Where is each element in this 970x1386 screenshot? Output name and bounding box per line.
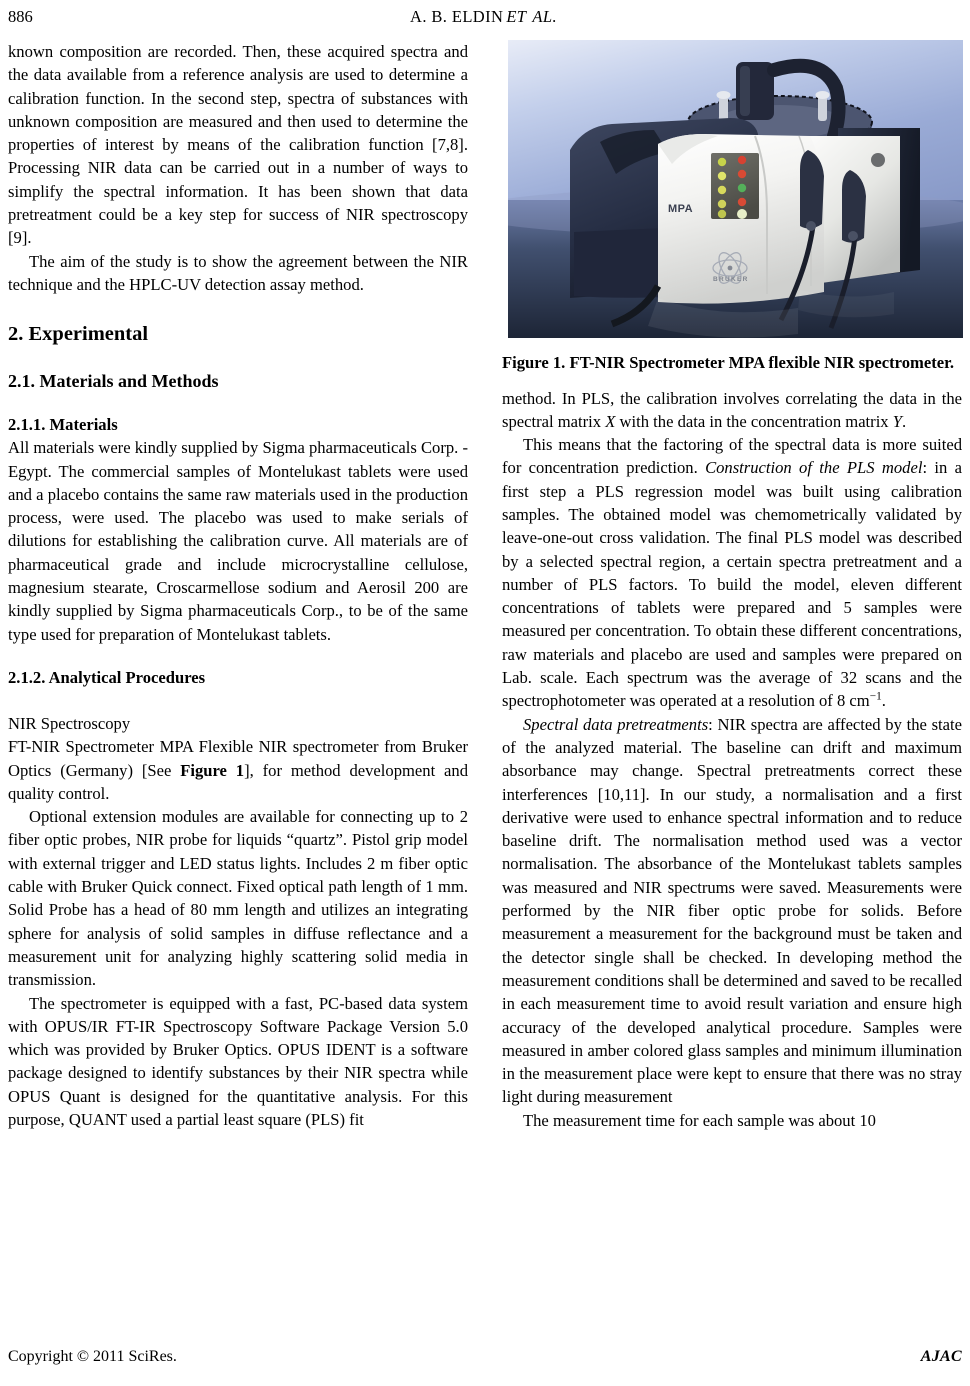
paragraph-optional-modules: Optional extension modules are available for connecting up to 2 fiber optic probes, NIR probe for liquids “quartz”. Pistol grip model with external trigger and LED status lights. Includes 2 m fiber optic cable with Bruker Quick connect. Fixed optical path length of 1 mm. Solid Probe has a head of 80 mm length and utilizes an integrating sphere for analysis of solid samples in diffuse reflectance and a measurement unit for analyzing highly scattering solid media in transmission. bbox=[8, 807, 468, 990]
heading-experimental: 2. Experimental bbox=[8, 323, 149, 346]
matrix-y-symbol: Y bbox=[892, 411, 902, 431]
heading-materials: 2.1.1. Materials bbox=[8, 415, 118, 435]
instrument-text-after: ], for method development and quality control. bbox=[8, 760, 469, 803]
paragraph-continued: known composition are recorded. Then, these acquired spectra and the data available from a reference analysis are used to determine a calibration function. In the second step, spectra of substances with unknown composition are measured and then used to determine the properties of interest by means of the calibration function [7,8]. Processing NIR data can be carried out in a number of ways to simplify the spectral information. It has been shown that data pretreatment could be a key step for success of NIR spectroscopy [9]. bbox=[8, 42, 468, 248]
running-head-author-names: A. B. ELDIN bbox=[410, 7, 504, 26]
journal-abbreviation: AJAC bbox=[920, 1348, 962, 1365]
figure-caption-text: FT-NIR Spectrometer MPA flexible NIR spectrometer. bbox=[565, 353, 955, 372]
page-footer bbox=[8, 1346, 962, 1368]
figure-reference: Figure 1 bbox=[180, 760, 245, 780]
paragraph-method-pls bbox=[502, 387, 962, 434]
heading-analytical-procedures: 2.1.2. Analytical Procedures bbox=[8, 667, 206, 687]
spectral-pretreatments-italic: Spectral data pretreatments bbox=[523, 714, 709, 734]
means-text-a: This means that the factoring of the spectral data is more suited for concentration prediction. bbox=[502, 435, 962, 478]
figure-image bbox=[508, 40, 963, 338]
means-text-c: . bbox=[881, 691, 886, 711]
pretreatment-text: : NIR spectra are affected by the state of the analyzed material. The baseline can drift and maximum absorbance may change. Spectral pretreatments correct these interferences [10,11]. In our study, a normalisation and a first derivative were used to enhance spectral information and to reduce baseline drift. The normalisation method used was a vector normalisation. The absorbance of the Montelukast tablets samples was measured and NIR spectrums were saved. Measurements were performed by the NIR fiber optic probe for solids. Before measurement a measurement for the background must be taken and the detector single shall be checked. In developing method the measurement conditions shall be determined and saved to be recalled in each measurement time to avoid result variation and ensure high accuracy of the developed analytical procedure. Samples were measured in amber colored glass samples and minimum illumination in the measurement place were kept to ensure that there was no stray light during measurement bbox=[502, 714, 962, 1107]
construction-pls-italic: Construction of the PLS model bbox=[705, 458, 923, 478]
right-column bbox=[502, 40, 962, 1132]
heading-materials-and-methods: 2.1. Materials and Methods bbox=[8, 371, 219, 392]
left-column bbox=[8, 40, 468, 1131]
line-nir-spectroscopy: NIR Spectroscopy bbox=[8, 713, 131, 733]
paragraph-spectral-pretreatments bbox=[502, 713, 962, 1109]
method-text-c: . bbox=[902, 411, 907, 431]
running-head-authors bbox=[8, 6, 962, 28]
running-head bbox=[8, 6, 962, 28]
svg-text:BRUKER: BRUKER bbox=[713, 276, 749, 283]
matrix-x-symbol: X bbox=[605, 411, 616, 431]
figure-1 bbox=[502, 40, 962, 375]
resolution-exponent: −1 bbox=[869, 690, 882, 703]
means-text-b: : in a first step a PLS regression model was built using calibration samples. The obtained model was chemometrically validated by leave-one-out cross validation. The final PLS model was described by a selected spectral region, a certain spectra pretreatment and a number of PLS factors. To build the model, eleven different concentrations of tablets were prepared and 5 samples were measured per concentration. To obtain these different concentrations, raw materials and placebo are used and samples were prepared on Lab. scale. Each spectrum was the average of 32 scans and the spectrophotometer was operated at a resolution of 8 cm bbox=[502, 458, 962, 711]
paragraph-measurement-time: The measurement time for each sample was about 10 bbox=[523, 1110, 876, 1130]
paragraph-materials: All materials were kindly supplied by Sigma pharmaceuticals Corp. - Egypt. The commercial samples of Montelukast tablets were used and a placebo contains the same raw materials used in the production process, were used. The placebo was used to make serials of dilutions for establishing the calibration curve. All materials are of pharmaceutical grade and include microcrystalline cellulose, magnesium stearate, Croscarmellose sodium and Aerosil 200 are kindly supplied by Sigma pharmaceuticals Corp., to be of the same type used for preparation of Montelukast tablets. bbox=[8, 438, 468, 644]
running-head-al: AL. bbox=[532, 7, 557, 26]
spacer bbox=[8, 689, 468, 712]
spacer bbox=[502, 375, 962, 387]
paragraph-pls-model bbox=[502, 433, 962, 713]
method-text-b: with the data in the concentration matrix bbox=[615, 411, 893, 431]
paragraph-study-aim: The aim of the study is to show the agreement between the NIR technique and the HPLC-UV detection assay method. bbox=[8, 251, 468, 294]
figure-caption-label: Figure 1. bbox=[502, 353, 566, 372]
paragraph-instrument bbox=[8, 735, 468, 805]
mpa-label: MPA bbox=[668, 203, 694, 215]
copyright-notice: Copyright © 2011 SciRes. bbox=[8, 1348, 177, 1365]
body-columns bbox=[8, 40, 962, 1295]
figure-caption bbox=[502, 352, 962, 375]
paragraph-software: The spectrometer is equipped with a fast, PC-based data system with OPUS/IR FT-IR Spectroscopy Software Package Version 5.0 which was provided by Bruker Optics. OPUS IDENT is a software package designed to identify substances by their NIR spectra while OPUS Quant is designed for the quantitative analysis. For this purpose, QUANT used a partial least square (PLS) fit bbox=[8, 993, 468, 1129]
spectrometer-photo bbox=[508, 40, 963, 338]
running-head-et: ET bbox=[506, 7, 527, 26]
method-text-a: method. In PLS, the calibration involves correlating the data in the spectral matrix bbox=[502, 388, 962, 431]
page-number: 886 bbox=[8, 7, 33, 26]
instrument-text-before: FT-NIR Spectrometer MPA Flexible NIR spectrometer from Bruker Optics (Germany) [See bbox=[8, 737, 468, 780]
